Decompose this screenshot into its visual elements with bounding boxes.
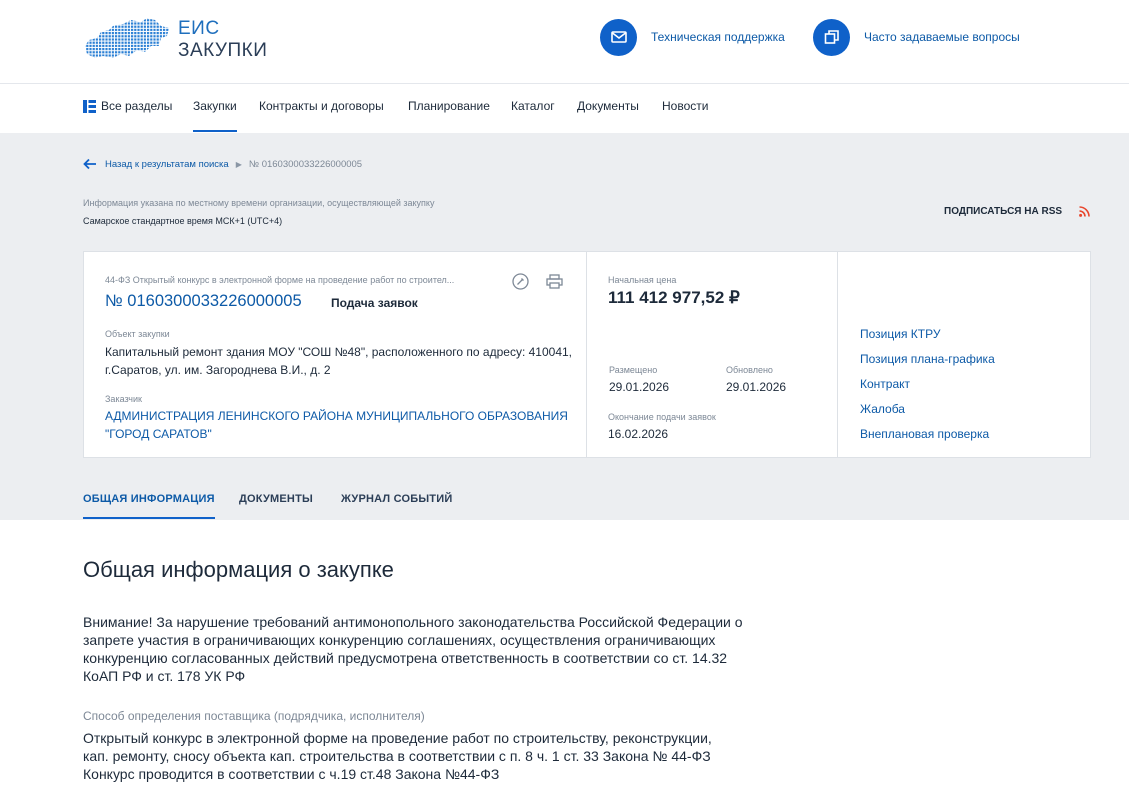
support-label: Техническая поддержка [651, 30, 785, 44]
timezone-info: Информация указана по местному времени организации, осуществляющей закупку [83, 198, 435, 208]
supplier-method-label: Способ определения поставщика (подрядчика, исполнителя) [83, 709, 425, 723]
faq-label: Часто задаваемые вопросы [864, 30, 1020, 44]
nav-all-sections[interactable] [83, 99, 172, 113]
link-plan-schedule-position[interactable]: Позиция плана-графика [860, 352, 995, 366]
tab-event-log[interactable]: ЖУРНАЛ СОБЫТИЙ [341, 493, 453, 505]
related-links [860, 326, 995, 451]
faq-icon [813, 19, 850, 56]
procurement-type: 44-ФЗ Открытый конкурс в электронной форме на проведение работ по строител... [105, 275, 455, 285]
nav-item-news[interactable]: Новости [662, 99, 709, 113]
grid-menu-icon [83, 100, 96, 113]
russia-map-icon [83, 16, 171, 60]
posted-date: 29.01.2026 [609, 380, 670, 394]
top-header [0, 0, 1129, 84]
timezone-value: Самарское стандартное время МСК+1 (UTC+4) [83, 216, 283, 226]
print-icon[interactable] [546, 274, 563, 289]
link-unscheduled-check[interactable]: Внеплановая проверка [860, 427, 990, 441]
customer-link-line2[interactable]: "ГОРОД САРАТОВ" [105, 427, 212, 441]
back-to-results-link[interactable]: Назад к результатам поиска [105, 158, 229, 170]
deadline-label: Окончание подачи заявок [608, 412, 716, 422]
rss-subscribe-link[interactable] [944, 206, 1090, 217]
card-divider [837, 252, 838, 457]
updated-label: Обновлено [726, 365, 773, 375]
procurement-number[interactable]: № 0160300033226000005 [105, 292, 302, 310]
breadcrumb-current: № 0160300033226000005 [248, 158, 363, 170]
tab-general-info[interactable]: ОБЩАЯ ИНФОРМАЦИЯ [83, 493, 215, 505]
object-label: Объект закупки [105, 329, 170, 339]
deadline-date: 16.02.2026 [608, 427, 669, 441]
link-ktru-position[interactable]: Позиция КТРУ [860, 327, 941, 341]
procurement-card [83, 251, 1091, 458]
nav-item-contracts[interactable]: Контракты и договоры [259, 99, 384, 113]
rss-icon [1079, 206, 1090, 217]
customer-label: Заказчик [105, 394, 142, 404]
support-link[interactable] [600, 18, 785, 56]
tab-documents[interactable]: ДОКУМЕНТЫ [239, 493, 313, 505]
supplier-method-line1: Открытый конкурс в электронной форме на проведение работ по строительству, реконструкции, [83, 730, 712, 746]
link-contract[interactable]: Контракт [860, 377, 911, 391]
logo-line2: ЗАКУПКИ [178, 40, 268, 61]
supplier-method-line2: кап. ремонту, сносу объекта кап. строительства в соответствии с п. 8 ч. 1 ст. 33 Закона № 44-ФЗ [83, 748, 711, 764]
card-divider [586, 252, 587, 457]
nav-item-planning[interactable]: Планирование [408, 99, 490, 113]
link-complaint[interactable]: Жалоба [860, 402, 905, 416]
main-nav [0, 85, 1129, 133]
faq-link[interactable] [813, 18, 1020, 56]
initial-price: 111 412 977,52 ₽ [608, 288, 740, 307]
eis-logo[interactable] [83, 14, 273, 66]
updated-date: 29.01.2026 [726, 380, 787, 394]
nav-all-sections-label: Все разделы [101, 99, 173, 113]
supplier-method-line3: Конкурс проводится в соответствии с ч.19 ст.48 Закона №44-ФЗ [83, 766, 500, 782]
section-title: Общая информация о закупке [83, 557, 394, 582]
procurement-stage: Подача заявок [331, 296, 418, 310]
rss-label: ПОДПИСАТЬСЯ НА RSS [944, 206, 1063, 217]
price-label: Начальная цена [608, 275, 677, 285]
breadcrumb-separator-icon: ▶ [235, 159, 242, 169]
breadcrumb [83, 158, 362, 170]
posted-label: Размещено [609, 365, 658, 375]
supplier-method-value [83, 729, 763, 783]
object-line1: Капитальный ремонт здания МОУ "СОШ №48", расположенного по адресу: 410041, [105, 345, 573, 359]
mail-icon [600, 19, 637, 56]
signature-icon[interactable] [512, 273, 529, 290]
arrow-left-icon[interactable] [83, 158, 97, 170]
antimonopoly-warning: Внимание! За нарушение требований антимонопольного законодательства Российской Федерации о запрете участия в ограничивающих конкуренцию соглашениях, осуществления ограничивающих конкуренцию согласованных действий предусмотрена ответственность в соответствии со ст. 14.32 КоАП РФ и ст. 178 УК РФ [83, 614, 743, 684]
nav-item-documents[interactable]: Документы [577, 99, 639, 113]
object-line2: г.Саратов, ул. им. Загороднева В.И., д. 2 [105, 363, 331, 377]
logo-text [178, 18, 267, 62]
nav-item-catalog[interactable]: Каталог [511, 99, 555, 113]
customer-link-line1[interactable]: АДМИНИСТРАЦИЯ ЛЕНИНСКОГО РАЙОНА МУНИЦИПАЛЬНОГО ОБРАЗОВАНИЯ [105, 409, 568, 423]
nav-item-zakupki[interactable]: Закупки [193, 99, 237, 113]
logo-line1: ЕИС [178, 18, 220, 39]
